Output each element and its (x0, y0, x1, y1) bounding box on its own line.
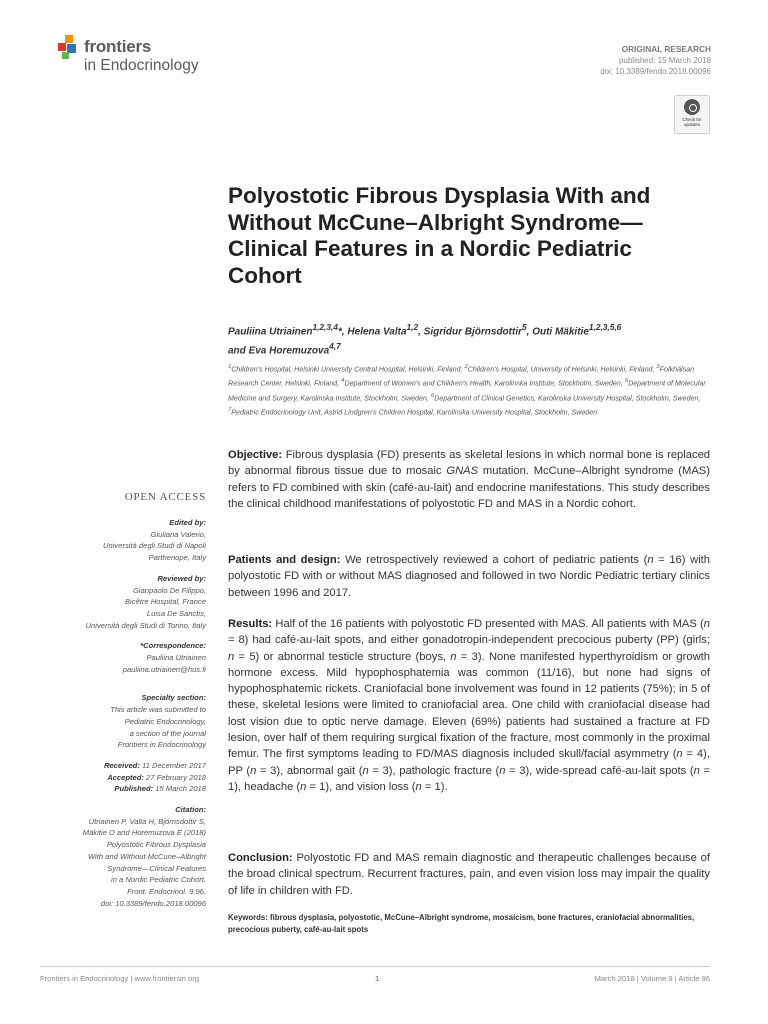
keywords: Keywords: fibrous dysplasia, polyostotic, McCune–Albright syndrome, mosaicism, bone fractures, craniofacial abnormalities, precocious puberty, café-au-lait spots (228, 913, 695, 934)
correspondence-email[interactable]: pauliina.utriainen@hus.fi (122, 664, 206, 674)
n-symbol: n (250, 764, 257, 777)
specialty-line: Frontiers in Endocrinology (117, 740, 206, 750)
results-text: = 3), abnormal gait ( (256, 764, 363, 777)
logo-name: frontiers (84, 37, 152, 56)
author-affil-sup: 5 (522, 322, 527, 332)
citation-line: in a Nordic Pediatric Cohort. (111, 875, 206, 885)
affil-num: 7 (228, 407, 232, 414)
design-label: Patients and design: (228, 554, 341, 566)
reviewer-line: Università degli Studi di Torino, Italy (85, 620, 206, 630)
reviewer-line: Bicêtre Hospital, France (124, 597, 206, 607)
specialty-line: This article was submitted to (110, 705, 206, 715)
results-label: Results: (228, 618, 273, 630)
affiliation: Children's Hospital, Helsinki University Central Hospital, Helsinki, Finland, (231, 365, 463, 374)
author-name[interactable]: Eva Horemuzova (248, 345, 330, 357)
corresponding-mark: * (337, 326, 342, 338)
conclusion-text: Polyostotic FD and MAS remain diagnostic and therapeutic challenges because of the broad clinical spectrum. Recurrent fractures, pain, and even vision loss may impair the quality of life in children with FD. (228, 852, 710, 897)
journal-logo[interactable] (58, 33, 228, 81)
author-name[interactable]: Sigridur Björnsdottir (423, 326, 522, 338)
affil-num: 6 (430, 392, 435, 399)
objective-label: Objective: (228, 449, 283, 461)
article-doi[interactable]: doi: 10.3389/fendo.2018.00096 (600, 67, 711, 76)
check-updates-label: Check for updates (682, 117, 702, 127)
footer-article: Article 96 (678, 974, 710, 983)
frontiers-logo-icon (58, 35, 82, 59)
citation-line: Mäkitie O and Horemuzova E (2018) (82, 828, 206, 838)
published-date-side (40, 783, 206, 795)
n-symbol: n (415, 780, 422, 793)
n-symbol: n (300, 780, 307, 793)
editor-line: Università degli Studi di Napoli (103, 541, 206, 551)
results-text: = 1), and vision loss ( (306, 780, 416, 793)
accepted-date (40, 772, 206, 784)
design-text: We retrospectively reviewed a cohort of pediatric patients ( (345, 554, 648, 566)
editor-line: Parthenope, Italy (148, 553, 206, 563)
results-text: = 8) had café-au-lait spots, and either gonadotropin-independent precocious puberty (PP) (girls; (228, 634, 710, 647)
results-text: = 5) or abnormal testicle structure (boys, (234, 650, 451, 663)
published-value: 15 March 2018 (155, 784, 206, 794)
footer-issue: March 2018 | Volume 9 | Article 96 (594, 974, 710, 983)
affiliation: Department of Molecular Medicine and Surgery, Karolinska Institute, Stockholm, Sweden, (228, 379, 706, 403)
abstract-conclusion (228, 850, 710, 899)
article-type: ORIGINAL RESEARCH (621, 44, 711, 54)
citation-line: Syndrome—Clinical Features (107, 863, 206, 873)
open-access-label: OPEN ACCESS (124, 491, 206, 503)
citation-doi[interactable]: doi: 10.3389/fendo.2018.00096 (100, 898, 206, 908)
received-value: 11 December 2017 (141, 760, 206, 770)
check-updates-icon (684, 99, 700, 115)
citation-line: Polyostotic Fibrous Dysplasia (106, 840, 206, 850)
affil-num: 5 (624, 378, 629, 385)
article-info-sidebar (40, 517, 206, 909)
correspondence-name: Pauliina Utriainen (146, 653, 206, 663)
affiliation: Department of Women's and Children's Health, Karolinska Institute, Stockholm, Sweden, (344, 379, 623, 388)
affil-num: 4 (341, 378, 345, 385)
received-label: Received: (103, 760, 140, 770)
conclusion-label: Conclusion: (228, 852, 293, 864)
n-symbol: n (676, 748, 683, 761)
gene-name: GNAS (446, 465, 479, 478)
author-list: Pauliina Utriainen$^{1,2,3,4}$*, Helena Valta$^{1,2}$, Sigridur Björnsdottir$^5$, Outi Mäkitie$^{1,2,3,5,6}$ and Eva Horemuzova$^{4,7}$ (228, 322, 622, 357)
footer-journal: Frontiers in Endocrinology | www.frontiersin.org (40, 974, 199, 983)
specialty-line: a section of the journal (129, 728, 206, 738)
citation-label: Citation: (175, 805, 206, 815)
author-name[interactable]: Outi Mäkitie (532, 326, 589, 338)
published-date: published: 15 March 2018 (618, 56, 711, 65)
affiliation: Children's Hospital, University of Helsinki, Helsinki, Finland, (467, 365, 655, 374)
n-symbol: n (703, 618, 711, 630)
footer-divider (40, 966, 710, 967)
n-symbol: n (647, 554, 654, 566)
accepted-value: 27 February 2018 (146, 772, 206, 782)
results-text: = 3). None manifested hyperthyroidism or growth hormone excess. Mild hypophosphatemia was common (11/16), but none had signs of hypophosphatemic rickets. Craniofacial bone involvement was found in 12 patients (75%); in 5 of these, skeletal lesions were limited to craniofacial area. One child with craniofacial disease had lost vision due to optic nerve damage. Eleven (69%) patients had sustained a fracture at FD lesion, over half of them requiring surgical fixation of the fracture, most commonly in the proximal femur. The first symptoms leading to FD/MAS diagnosis included skull/facial asymmetry ( (228, 650, 710, 761)
published-label: Published: (114, 784, 154, 794)
author-name[interactable]: Helena Valta (347, 326, 407, 338)
n-symbol: n (450, 650, 457, 663)
article-meta (600, 44, 711, 77)
abstract-objective (228, 447, 710, 512)
footer-volume: Volume 9 (640, 974, 673, 983)
results-text: Half of the 16 patients with polyostotic FD presented with MAS. All patients with MAS ( (275, 618, 704, 630)
reviewer-line: Luisa De Sanctis, (146, 608, 206, 618)
check-for-updates-badge[interactable] (674, 95, 710, 134)
correspondence-label: *Correspondence: (140, 641, 206, 651)
author-affil-sup: 1,2 (406, 322, 419, 332)
results-text: = 4), PP ( (228, 748, 710, 777)
objective-text: mutation. McCune–Albright syndrome (MAS) refers to FD combined with skin (café-au-lait) and endocrine manifestations. This study describes the clinical childhood manifestations of polyostotic FD and MAS in a Nordic cohort. (228, 465, 710, 510)
objective-text: Fibrous dysplasia (FD) presents as skeletal lesions in which normal bone is replaced by abnormal fibrous tissue due to mosaic (228, 449, 711, 478)
page-number: 1 (375, 974, 380, 983)
n-symbol: n (499, 764, 506, 777)
results-text: = 3), wide-spread café-au-lait spots ( (505, 764, 694, 777)
edited-by-label: Edited by: (169, 518, 206, 527)
affil-num: 3 (656, 364, 660, 370)
specialty-label: Specialty section: (141, 693, 206, 703)
footer-url[interactable]: www.frontiersin.org (134, 974, 199, 983)
reviewed-by-label: Reviewed by: (157, 573, 206, 583)
specialty-line: Pediatric Endocrinology, (124, 716, 206, 726)
affiliation: Pediatric Endocrinology Unit, Astrid Lindgren's Children Hospital, Karolinska University Hospital, Stockholm, Sweden (231, 408, 598, 417)
citation-line: With and Without McCune–Albright (87, 851, 206, 861)
affiliation: Folkhälsan Research Center, Helsinki, Finland, (228, 365, 695, 388)
author-name[interactable]: Pauliina Utriainen (228, 326, 313, 338)
reviewer-line: Gianpaolo De Filippo, (132, 585, 206, 595)
received-date (40, 760, 206, 772)
abstract-results (228, 616, 710, 795)
footer-journal-name: Frontiers in Endocrinology (40, 974, 129, 983)
affiliations (228, 361, 714, 418)
n-symbol: n (228, 650, 235, 663)
article-title: Polyostotic Fibrous Dysplasia With and Without McCune–Albright Syndrome—Clinical Features in a Nordic Pediatric Cohort (228, 183, 651, 288)
accepted-label: Accepted: (107, 772, 144, 782)
logo-journal: in Endocrinology (84, 57, 199, 74)
results-text: = 1), headache ( (228, 764, 710, 793)
results-text: = 1). (421, 780, 448, 793)
footer-date: March 2018 (594, 974, 635, 983)
author-affil-sup: 1,2,3,5,6 (588, 322, 622, 332)
design-text: = 16) with polyostotic FD with or without MAS diagnosed and followed in two Nordic Pediatric tertiary clinics between 1996 and 2017. (228, 554, 711, 599)
affil-num: 1 (228, 364, 232, 370)
author-affil-sup: 4,7 (329, 341, 341, 352)
editor-line: Giuliana Valerio, (150, 529, 206, 539)
affil-num: 2 (464, 364, 468, 370)
citation-line: Utriainen P, Valta H, Björnsdottir S, (88, 816, 206, 826)
affiliation: Department of Clinical Genetics, Karolinska University Hospital, Stockholm, Sweden, (434, 394, 701, 403)
n-symbol: n (693, 764, 700, 777)
author-affil-sup: 1,2,3,4 (312, 322, 338, 332)
n-symbol: n (362, 764, 369, 777)
abstract-design (228, 552, 710, 601)
results-text: = 3), pathologic fracture ( (368, 764, 500, 777)
citation-line: Front. Endocrinol. 9:96. (127, 886, 206, 896)
